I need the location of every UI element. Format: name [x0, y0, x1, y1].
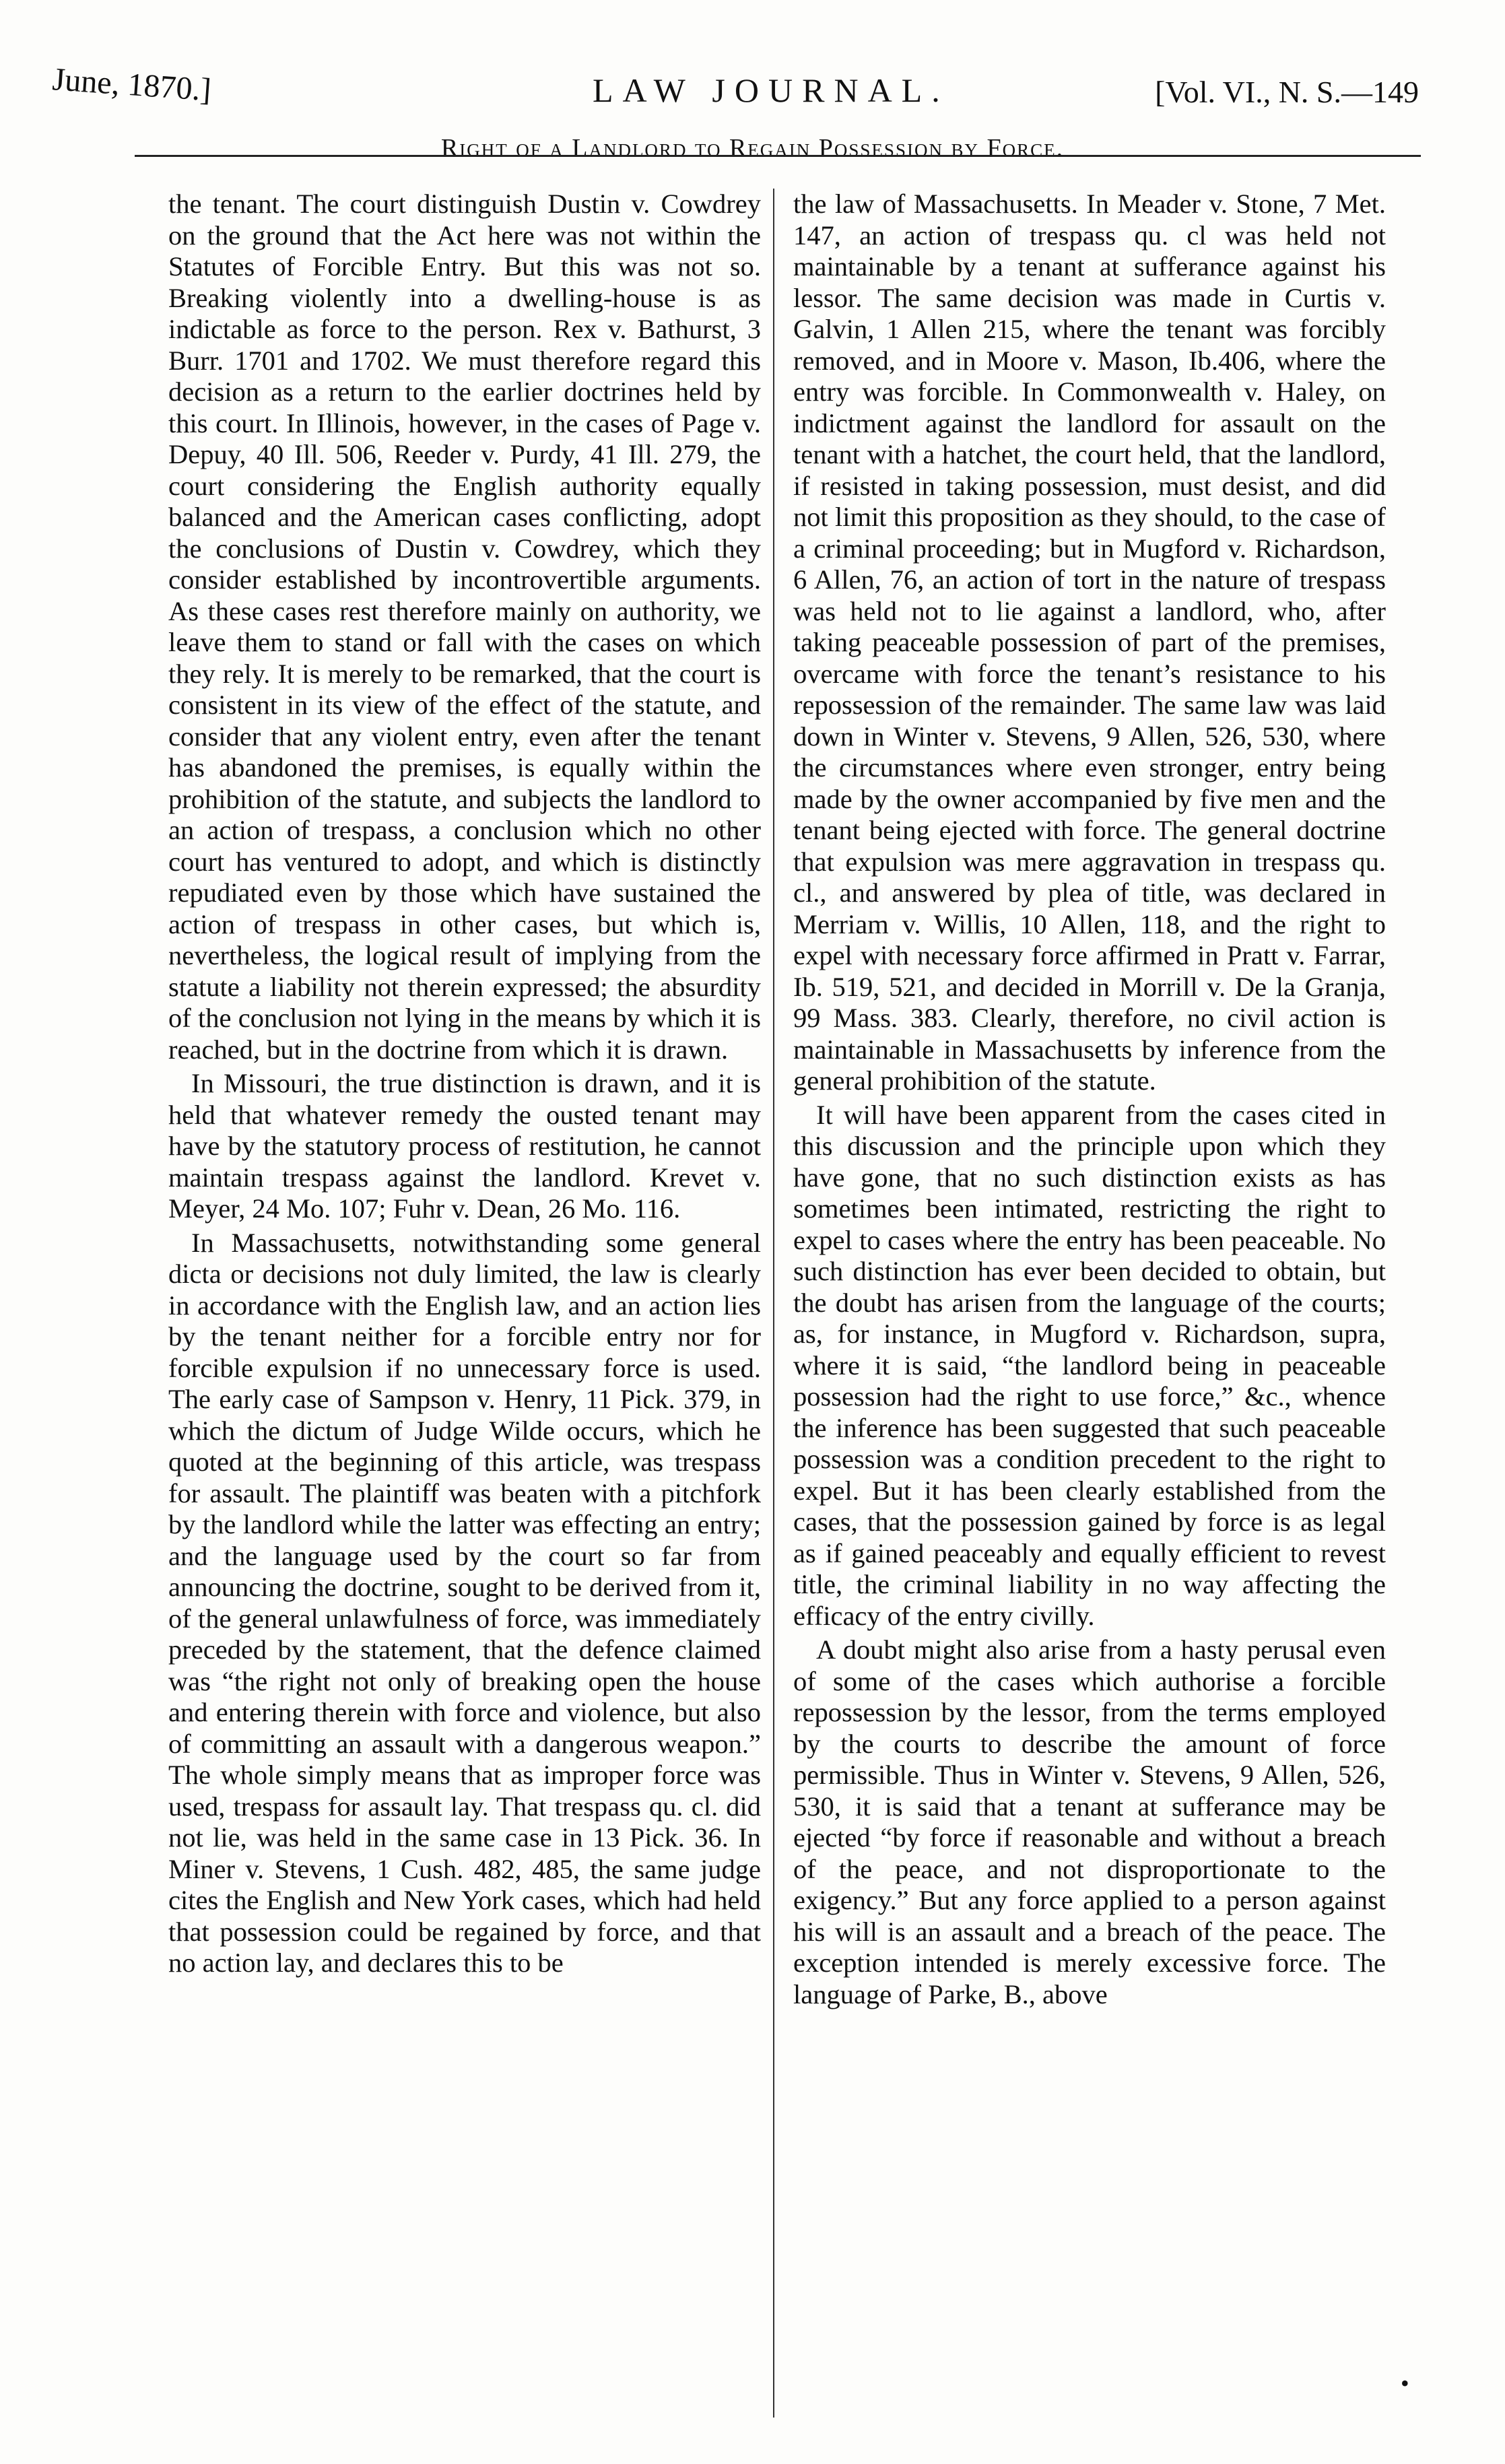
header-rule [135, 155, 1421, 157]
left-column [168, 189, 761, 2411]
paragraph: the law of Massachusetts. In Meader v. Stone, 7 Met. 147, an action of trespass qu. cl was held not maintainable by a tenant at sufferance against his lessor. The same decision was made in Curtis v. Galvin, 1 Allen 215, where the tenant was forcibly removed, and in Moore v. Mason, Ib.406, where the entry was forcible. In Commonwealth v. Haley, on indictment against the landlord for assault on the tenant with a hatchet, the court held, that the landlord, if resisted in taking possession, must desist, and did not limit this proposition as they should, to the case of a criminal proceeding; but in Mugford v. Richardson, 6 Allen, 76, an action of tort in the nature of trespass was held not to lie against a landlord, who, after taking peaceable possession of part of the premises, overcame with force the tenant’s resistance to his repossession of the remainder. The same law was laid down in Winter v. Stevens, 9 Allen, 526, 530, where the circumstances where even stronger, entry being made by the owner accompanied by five men and the tenant being ejected with force. The general doctrine that expulsion was mere aggravation in trespass qu. cl., and answered by plea of title, was declared in Merriam v. Willis, 10 Allen, 118, and the right to expel with necessary force affirmed in Pratt v. Farrar, Ib. 519, 521, and decided in Morrill v. De la Granja, 99 Mass. 383. Clearly, therefore, no civil action is maintainable in Massachusetts by inference from the general prohibition of the statute. [793, 189, 1386, 1096]
running-header [0, 34, 1505, 121]
column-divider [773, 189, 774, 2418]
journal-title: LAW JOURNAL. [593, 71, 949, 109]
paragraph: A doubt might also arise from a hasty perusal even of some of the cases which authorise a forcible repossession by the lessor, from the terms employed by the courts to describe the amount of force permissible. Thus in Winter v. Stevens, 9 Allen, 526, 530, it is said that a tenant at sufferance may be ejected “by force if reasonable and without a breach of the peace, and not disproportionate to the exigency.” But any force applied to a person against his will is an assault and a breach of the peace. The exception intended is merely excessive force. The language of Parke, B., above [793, 1634, 1386, 2009]
margin-mark: • [1401, 2370, 1409, 2397]
section-title: Right of a Landlord to Regain Possession by Force. [440, 134, 1065, 162]
paragraph: the tenant. The court distinguish Dustin v. Cowdrey on the ground that the Act here was not within the Statutes of Forcible Entry. But this was not so. Breaking violently into a dwelling-house is as indictable as force to the person. Rex v. Bathurst, 3 Burr. 1701 and 1702. We must therefore regard this decision as a return to the earlier doctrines held by this court. In Illinois, however, in the cases of Page v. Depuy, 40 Ill. 506, Reeder v. Purdy, 41 Ill. 279, the court considering the English authority equally balanced and the American cases conflicting, adopt the conclusions of Dustin v. Cowdrey, which they consider established by incontrovertible arguments. As these cases rest therefore mainly on authority, we leave them to stand or fall with the cases on which they rely. It is merely to be remarked, that the court is consistent in its view of the effect of the statute, and consider that any violent entry, even after the tenant has abandoned the premises, is equally within the prohibition of the statute, and subjects the landlord to an action of trespass, a conclusion which no other court has ventured to adopt, and which is distinctly repudiated even by those which have sustained the action of trespass in other cases, but which is, nevertheless, the logical result of implying from the statute a liability not therein expressed; the absurdity of the conclusion not lying in the means by which it is reached, but in the doctrine from which it is drawn. [168, 189, 761, 1065]
paragraph: It will have been apparent from the cases cited in this discussion and the principle upon which they have gone, that no such distinction exists as has sometimes been intimated, restricting the right to expel to cases where the entry has been peaceable. No such distinction has ever been decided to obtain, but the doubt has arisen from the language of the courts; as, for instance, in Mugford v. Richardson, supra, where it is said, “the landlord being in peaceable possession had the right to use force,” &c., whence the inference has been suggested that such peaceable possession was a condition precedent to the right to expel. But it has been clearly established from the cases, that the possession gained by force is as legal as if gained peaceably and equally efficient to revest title, the criminal liability in no way affecting the efficacy of the entry civilly. [793, 1099, 1386, 1631]
right-column [793, 189, 1386, 2411]
volume-page-number: [Vol. VI., N. S.—149 [1155, 75, 1419, 109]
header-date: June, 1870.] [51, 61, 213, 108]
paragraph: In Missouri, the true distinction is drawn, and it is held that whatever remedy the ousted tenant may have by the statutory process of restitution, he cannot maintain trespass against the landlord. Krevet v. Meyer, 24 Mo. 107; Fuhr v. Dean, 26 Mo. 116. [168, 1068, 761, 1224]
paragraph: In Massachusetts, notwithstanding some general dicta or decisions not duly limited, the law is clearly in accordance with the English law, and an action lies by the tenant neither for a forcible entry nor for forcible expulsion if no unnecessary force is used. The early case of Sampson v. Henry, 11 Pick. 379, in which the dictum of Judge Wilde occurs, which he quoted at the beginning of this article, was trespass for assault. The plaintiff was beaten with a pitchfork by the landlord while the latter was effecting an entry; and the language used by the court so far from announcing the doctrine, sought to be derived from it, of the general unlawfulness of force, was immediately preceded by the statement, that the defence claimed was “the right not only of breaking open the house and entering therein with force and violence, but also of committing an assault with a dangerous weapon.” The whole simply means that as improper force was used, trespass for assault lay. That trespass qu. cl. did not lie, was held in the same case in 13 Pick. 36. In Miner v. Stevens, 1 Cush. 482, 485, the same judge cites the English and New York cases, which had held that possession could be regained by force, and that no action lay, and declares this to be [168, 1227, 761, 1978]
